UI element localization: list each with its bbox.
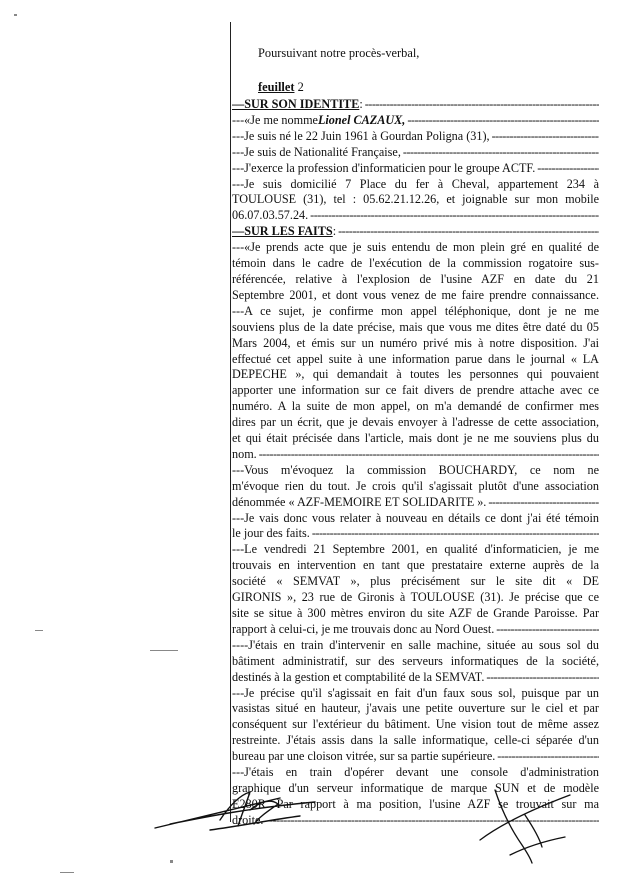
address-line-3 [232,208,599,224]
bouchardy-line-3 [232,495,599,511]
vendredi-line: site se situe à 300 mètres environ du site AZF de Grande Paroisse. Par [232,606,599,620]
feuillet-word: feuillet [258,80,295,94]
console-line: E280R. Par rapport à ma position, l'usine AZF se trouvait sur ma [232,796,599,811]
address-line-1: ---Je suis domicilié 7 Place du fer à Cheval, appartement 234 à [232,176,599,191]
birth-text: ---Je suis né le 22 Juin 1961 à Gourdan Poligna (31), [232,128,490,143]
faits-paragraph [232,240,599,447]
birth-line [232,129,599,145]
vendredi-last-line [232,622,599,638]
person-name: Lionel CAZAUX, [317,112,406,127]
faits-line: apporter une information sur ce fait divers de prendre attache avec ce [232,383,599,398]
identite-heading-colon: : [359,97,363,111]
salle-line-2: bâtiment administratif, sur des serveurs informatiques de la société, [232,653,599,668]
salle-line-1: ----J'étais en train d'intervenir en salle machine, située au sous sol du [232,637,599,652]
faux-paragraph [232,686,599,750]
bouchardy-text-3: dénommée « AZF-MEMOIRE ET SOLIDARITE ». [232,494,487,509]
console-line: graphique d'un serveur informatique de marque SUN et de modèle [232,780,599,795]
profession-text: ---J'exerce la profession d'informaticien pour le groupe ACTF. [232,160,536,175]
profession-line [232,161,599,177]
statement-body [232,97,599,829]
vendredi-paragraph [232,542,599,622]
address-line-2: TOULOUSE (31), tel : 05.62.21.12.26, et joignable sur mon mobile [232,192,599,207]
vendredi-line: société « SEMVAT », plus précisément sur le site dit « DE [232,574,599,589]
vendredi-line: GIRONIS », 23 rue de Gironis à TOULOUSE (31). Je précise que ce [232,590,599,605]
faux-last-text: bureau par une cloison vitrée, sur sa partie supérieure. [232,749,496,764]
feuillet-number: 2 [297,80,304,94]
relater-line-2 [232,526,599,542]
scan-mark [35,630,43,631]
nationality-line [232,145,599,161]
faits-line: DEPECHE », qui demandait à toutes les personnes qui pouvaient [232,367,599,382]
faits-line: dires par un écrit, que je devais envoyer à l'adresse de cette association, [232,415,599,430]
feuillet-label [258,80,304,95]
faits-heading-text: —SUR LES FAITS [232,224,333,239]
faux-line: ---Je précise qu'il s'agissait en fait d'un faux sous sol, puisque par un [232,685,599,700]
faits-line: Septembre 2001, et dont vous venez de me faire prendre connaissance. [232,287,599,302]
scan-mark [60,872,74,873]
faits-line: référencée, relative à l'explosion de l'usine AZF en date du 21 [232,271,599,286]
relater-line-1: ---Je vais donc vous relater à nouveau en détails ce dont j'ai été témoin [232,510,599,525]
console-last-text: droite. [232,812,264,827]
scan-mark [150,650,178,651]
nom-line [232,447,599,463]
bouchardy-line-2: m'évoque rien du tout. Je crois qu'il s'agissait plutôt d'une association [232,478,599,493]
intro-line: Poursuivant notre procès-verbal, [258,46,420,60]
salle-line-3 [232,670,599,686]
signature-right-icon [470,785,580,865]
faits-line: effectué cet appel suite à une information parue dans le journal « LA [232,351,599,366]
vendredi-last-text: rapport à celui-ci, je me trouvais donc au Nord Ouest. [232,621,495,636]
vendredi-line: ---Le vendredi 21 Septembre 2001, en qualité d'informaticien, je me [232,542,599,557]
identite-heading [232,97,599,113]
faux-line: conséquent sur l'extérieur du bâtiment. Une vision tout de même assez [232,717,599,732]
scan-mark [170,860,173,863]
faits-line: souviens plus de la date précise, mais que vous me dites être daté du 05 [232,319,599,334]
faits-line: ---A ce sujet, je confirme mon appel téléphonique, dont je ne me [232,303,599,318]
relater-text-2: le jour des faits. [232,526,310,541]
faits-line: et qui était précisée dans l'article, mais dont je ne me souviens plus du [232,431,599,446]
faits-line: numéro. A la suite de mon appel, on m'a demandé de confirmer mes [232,399,599,414]
faits-heading [232,224,599,240]
vendredi-line: trouvais en intervention en tant que prestataire externe auprès de la [232,558,599,573]
faits-line: témoin dans le cadre de l'exécution de la commission rogatoire sus- [232,256,599,271]
faits-line: ---«Je prends acte que je suis entendu de mon plein gré en qualité de [232,240,599,255]
faux-last-line [232,749,599,765]
console-line: ---J'étais en train d'opérer devant une console d'administration [232,765,599,780]
margin-rule [230,22,231,822]
bouchardy-line-1: ---Vous m'évoquez la commission BOUCHARDY, ce nom ne [232,462,599,477]
signature-left-icon [150,780,330,840]
name-prefix: ---«Je me nomme [232,112,318,127]
salle-text-3: destinés à la gestion et comptabilité de la SEMVAT. [232,669,485,684]
nom-text: nom. [232,446,257,461]
faits-heading-colon: : [332,224,337,239]
scan-mark [14,14,17,16]
faux-line: restreinte. J'étais assis dans la salle informatique, celle-ci séparée d'un [232,733,599,748]
nationality-text: ---Je suis de Nationalité Française, [232,144,401,159]
faits-line: Mars 2004, et émis sur un numéro privé mis à notre disposition. J'ai [232,335,599,350]
name-line [232,113,599,129]
address-text-3: 06.07.03.57.24. [232,208,309,223]
identite-heading-text: —SUR SON IDENTITE [232,97,360,111]
faux-line: vasistas situé en hauteur, j'avais une petite ouverture sur le ciel et par [232,701,599,716]
